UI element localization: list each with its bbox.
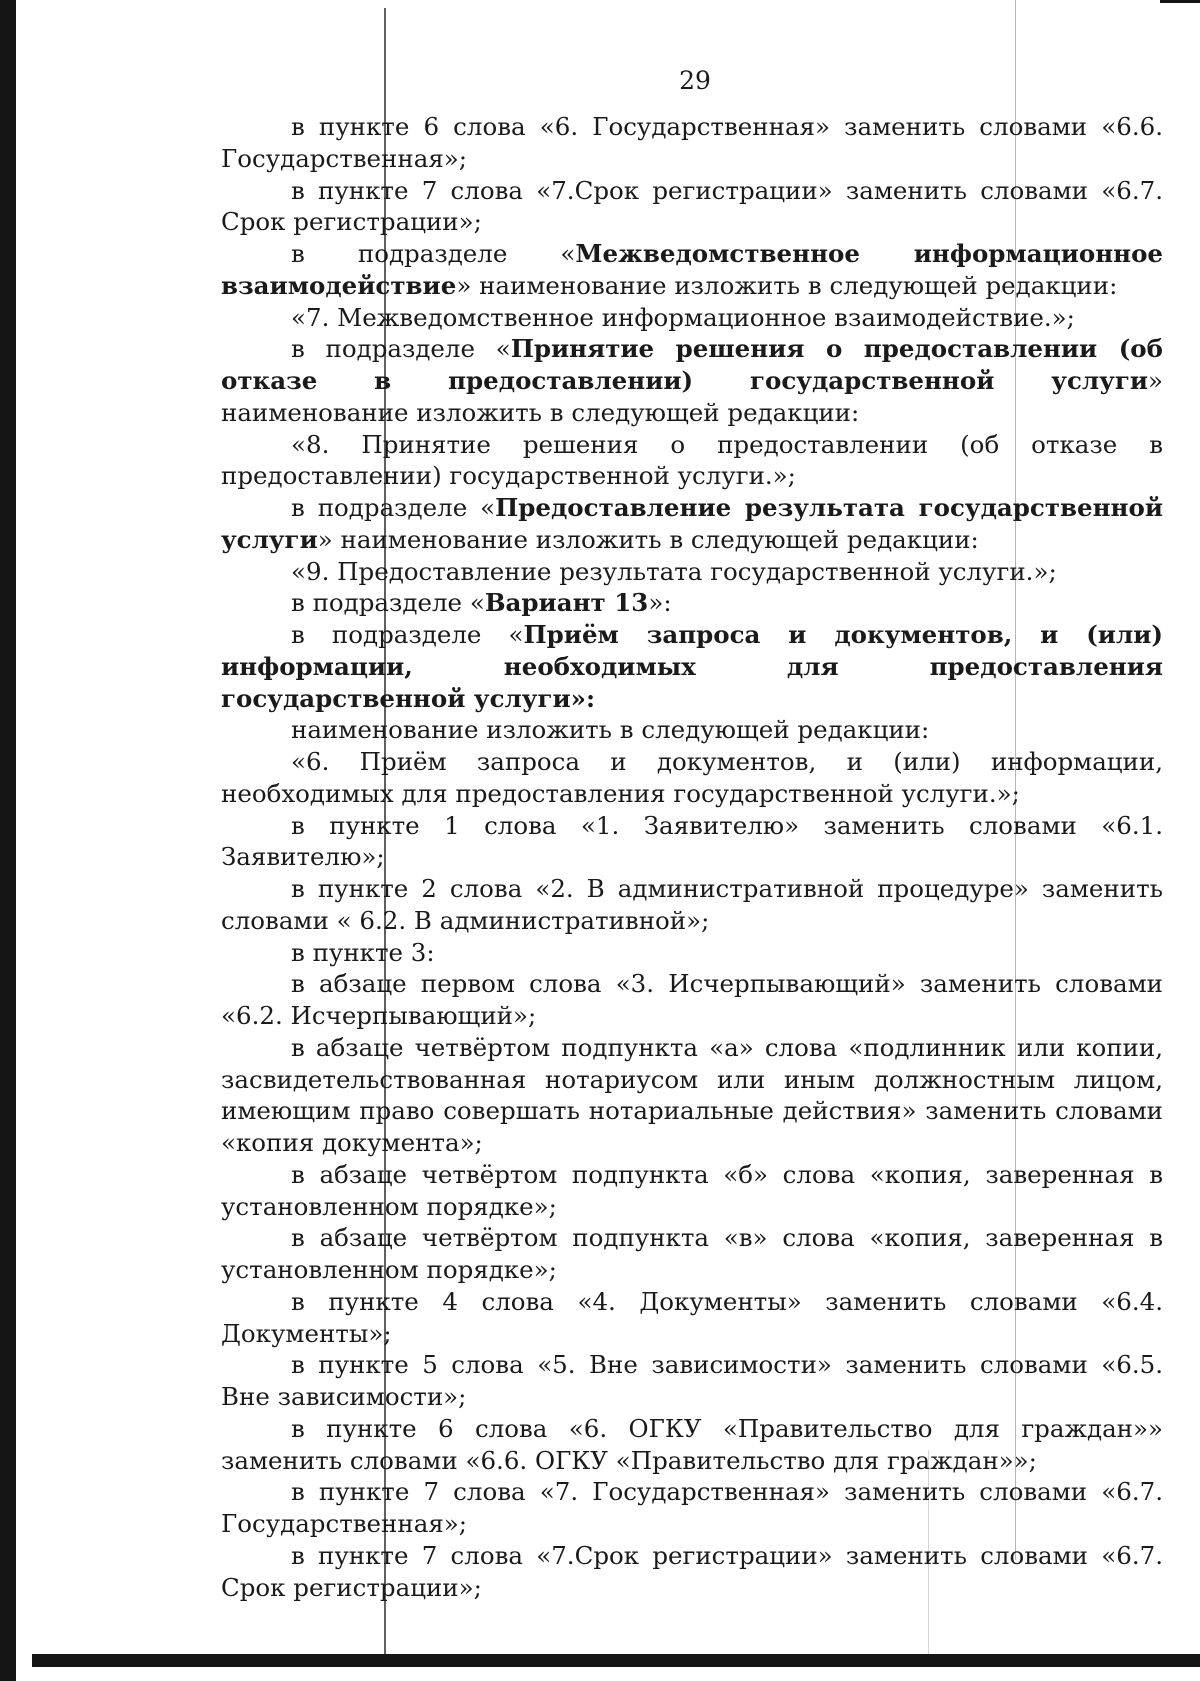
paragraph: в подразделе «Приём запроса и документов, и (или) информации, необходимых для предоставления государственной услуги»: [221,620,1164,713]
paragraph: в пункте 6 слова «6. ОГКУ «Правительство для граждан»» заменить словами «6.6. ОГКУ «Правительство для граждан»»; [221,1413,1163,1475]
paragraph: в подразделе «Принятие решения о предоставлении (об отказе в предоставлении) государственной услуги» наименование изложить в следующей редакции: [221,334,1163,427]
paragraph: в пункте 1 слова «1. Заявителю» заменить словами «6.1. Заявителю»; [221,810,1163,872]
paragraph: «8. Принятие решения о предоставлении (об отказе в предоставлении) государственной услуги.»; [221,429,1163,491]
paragraph: в абзаце первом слова «3. Исчерпывающий» заменить словами «6.2. Исчерпывающий»; [221,969,1163,1030]
paragraph: в пункте 7 слова «7. Государственная» заменить словами «6.7. Государственная»; [221,1477,1163,1538]
paragraph: в пункте 5 слова «5. Вне зависимости» заменить словами «6.5. Вне зависимости»; [221,1350,1163,1411]
paragraph: «9. Предоставление результата государственной услуги.»; [291,556,1057,586]
paragraph: в пункте 4 слова «4. Документы» заменить словами «6.4. Документы»; [221,1286,1163,1348]
bold-subsection-title: Межведомственное информационное взаимодействие [221,239,1163,300]
bold-subsection-title: Предоставление результата государственной услуги [221,493,1163,554]
bold-subsection-title: Принятие решения о предоставлении (об отказе в предоставлении) государственной услуги [221,334,1163,395]
scan-top-edge [1160,0,1200,3]
paragraph: «7. Межведомственное информационное взаимодействие.»; [291,302,1075,332]
scan-bottom-edge [32,1654,1200,1667]
paragraph: в пункте 7 слова «7.Срок регистрации» заменить словами «6.7. Срок регистрации»; [221,1540,1163,1602]
bold-subsection-title: Приём запроса и документов, и (или) информации, необходимых для предоставления государственной услуги»: [221,620,1164,713]
paragraph: в абзаце четвёртом подпункта «б» слова «копия, заверенная в установленном порядке»; [221,1159,1163,1221]
paragraph: в пункте 6 слова «6. Государственная» заменить словами «6.6. Государственная»; [221,112,1163,173]
page-number: 29 [679,66,711,95]
paragraph: в подразделе «Межведомственное информационное взаимодействие» наименование изложить в следующей редакции: [221,239,1163,300]
bold-subsection-title: Вариант 13 [484,588,649,618]
paragraph: в подразделе «Предоставление результата государственной услуги» наименование изложить в следующей редакции: [221,493,1163,554]
paragraph: в пункте 2 слова «2. В административной процедуре» заменить словами « 6.2. В административной»; [221,874,1163,935]
paragraph: в пункте 3: [291,937,435,967]
paragraph: в подразделе «Вариант 13»: [291,588,672,618]
paragraph: в пункте 7 слова «7.Срок регистрации» заменить словами «6.7. Срок регистрации»; [221,175,1163,237]
scan-left-edge [0,0,16,1681]
paragraph: наименование изложить в следующей редакции: [291,715,930,745]
paragraph: в абзаце четвёртом подпункта «в» слова «копия, заверенная в установленном порядке»; [221,1223,1163,1284]
paragraph: «6. Приём запроса и документов, и (или) информации, необходимых для предоставления государственной услуги.»; [221,747,1163,808]
paragraph: в абзаце четвёртом подпункта «а» слова «подлинник или копии, засвидетельствованная нотариусом или иным должностным лицом, имеющим право совершать нотариальные действия» заменить словами «копия документа»; [221,1032,1163,1157]
document-body [221,111,1163,1603]
